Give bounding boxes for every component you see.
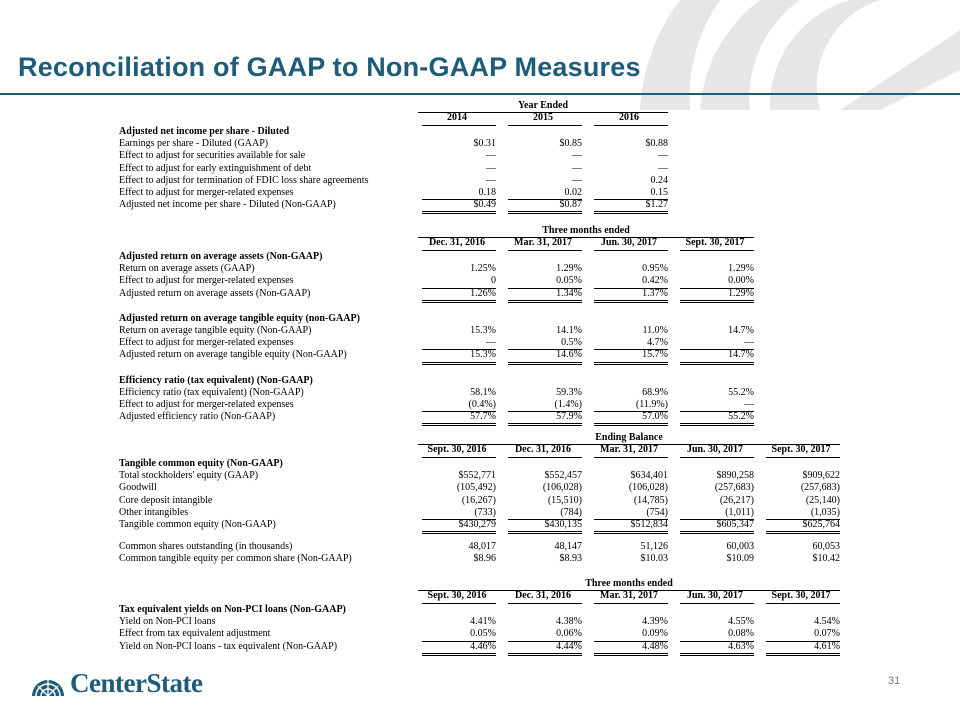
row-value: 4.44% bbox=[556, 640, 582, 652]
row-value: 60,003 bbox=[726, 541, 754, 553]
row-label: Effect to adjust for early extinguishment of debt bbox=[119, 162, 312, 174]
row-label: Adjusted efficiency ratio (Non-GAAP) bbox=[119, 411, 276, 423]
row-value: 4.41% bbox=[470, 616, 496, 628]
row-label: Effect to adjust for merger-related expenses bbox=[119, 187, 294, 198]
row-value: (754) bbox=[646, 506, 668, 518]
row-value: — bbox=[486, 162, 496, 174]
row-value: — bbox=[572, 150, 582, 162]
page-title: Reconciliation of GAAP to Non-GAAP Measures bbox=[18, 52, 641, 82]
row-value: 0.24 bbox=[650, 174, 668, 186]
row-value: 4.48% bbox=[642, 640, 668, 652]
row-label: Yield on Non-PCI loans bbox=[119, 616, 216, 628]
row-value: 0.09% bbox=[642, 628, 668, 640]
row-label: Common tangible equity per common share (Non-GAAP) bbox=[119, 553, 352, 565]
column-header: Mar. 31, 2017 bbox=[600, 444, 658, 455]
total-double-underline bbox=[508, 300, 582, 303]
group-header: Year Ended bbox=[517, 100, 569, 111]
column-header-underline bbox=[766, 603, 840, 604]
column-header: Sept. 30, 2016 bbox=[427, 590, 487, 601]
column-header: Mar. 31, 2017 bbox=[600, 590, 658, 601]
row-label: Effect to adjust for merger-related expenses bbox=[119, 275, 294, 287]
total-double-underline bbox=[766, 531, 840, 534]
row-value: — bbox=[744, 399, 754, 410]
column-header-underline bbox=[594, 250, 668, 251]
row-label: Return on average assets (GAAP) bbox=[119, 263, 255, 275]
column-header: Mar. 31, 2017 bbox=[514, 237, 572, 248]
row-value: 4.7% bbox=[647, 337, 668, 349]
row-value: 4.38% bbox=[556, 616, 582, 628]
column-header: Dec. 31, 2016 bbox=[428, 237, 486, 248]
row-value: 15.7% bbox=[642, 349, 668, 361]
row-value: 1.37% bbox=[642, 287, 668, 299]
row-value: (784) bbox=[560, 506, 582, 518]
row-value: 51,126 bbox=[640, 541, 668, 553]
row-value: 0.02 bbox=[564, 187, 582, 198]
row-value: 4.63% bbox=[728, 640, 754, 652]
row-value: $890,258 bbox=[716, 470, 754, 482]
row-value: (15,510) bbox=[547, 494, 582, 506]
column-header: Sept. 30, 2017 bbox=[771, 444, 831, 455]
row-value: 0.00% bbox=[728, 275, 754, 287]
column-header-underline bbox=[422, 457, 496, 458]
row-label: Tangible common equity (Non-GAAP) bbox=[119, 519, 276, 530]
row-value: 0.18 bbox=[478, 187, 496, 198]
total-double-underline bbox=[422, 362, 496, 365]
row-value: $430,279 bbox=[458, 519, 496, 530]
row-value: (26,217) bbox=[719, 494, 754, 506]
section-heading: Tangible common equity (Non-GAAP) bbox=[119, 458, 283, 469]
row-value: (0.4%) bbox=[468, 399, 496, 410]
row-label: Core deposit intangible bbox=[119, 494, 213, 506]
row-label: Effect to adjust for securities available for sale bbox=[119, 150, 306, 162]
row-value: 14.1% bbox=[556, 325, 582, 336]
section-heading: Adjusted return on average assets (Non-GAAP) bbox=[119, 251, 323, 262]
row-label: Adjusted return on average assets (Non-GAAP) bbox=[119, 287, 311, 299]
total-double-underline bbox=[508, 362, 582, 365]
row-value: $605,347 bbox=[716, 519, 754, 530]
row-value: 0.42% bbox=[642, 275, 668, 287]
row-value: $909,622 bbox=[802, 470, 840, 482]
row-value: 14.7% bbox=[728, 325, 754, 336]
row-value: 0.05% bbox=[470, 628, 496, 640]
row-value: 48,017 bbox=[468, 541, 496, 553]
row-value: 1.25% bbox=[470, 263, 496, 275]
row-value: 55.2% bbox=[728, 411, 754, 423]
column-header-underline bbox=[508, 603, 582, 604]
row-value: 0.08% bbox=[728, 628, 754, 640]
row-value: (257,683) bbox=[714, 482, 754, 494]
row-value: 14.6% bbox=[556, 349, 582, 361]
row-value: — bbox=[486, 150, 496, 162]
total-double-underline bbox=[766, 653, 840, 656]
total-double-underline bbox=[594, 531, 668, 534]
row-value: $10.42 bbox=[812, 553, 840, 565]
total-double-underline bbox=[680, 362, 754, 365]
row-value: $552,771 bbox=[458, 470, 496, 482]
row-label: Adjusted net income per share - Diluted (Non-GAAP) bbox=[119, 199, 336, 211]
row-value: 4.54% bbox=[814, 616, 840, 628]
row-label: Return on average tangible equity (Non-GAAP) bbox=[119, 325, 312, 336]
total-double-underline bbox=[422, 423, 496, 426]
row-value: $10.03 bbox=[640, 553, 668, 565]
row-value: (14,785) bbox=[633, 494, 668, 506]
row-value: 0.95% bbox=[642, 263, 668, 275]
row-label: Effect from tax equivalent adjustment bbox=[119, 628, 271, 640]
row-label: Goodwill bbox=[119, 482, 157, 494]
row-label: Effect to adjust for merger-related expenses bbox=[119, 399, 294, 410]
row-value: — bbox=[658, 162, 668, 174]
row-value: 11.0% bbox=[642, 325, 668, 336]
row-value: 14.7% bbox=[728, 349, 754, 361]
column-header: Jun. 30, 2017 bbox=[686, 444, 744, 455]
column-header-underline bbox=[508, 457, 582, 458]
column-header: 2014 bbox=[447, 112, 467, 123]
row-value: 0 bbox=[491, 275, 496, 287]
total-double-underline bbox=[680, 423, 754, 426]
column-header: Sept. 30, 2016 bbox=[427, 444, 487, 455]
row-value: — bbox=[744, 337, 754, 349]
column-header-underline bbox=[422, 250, 496, 251]
row-value: 1.26% bbox=[470, 287, 496, 299]
row-value: 55.2% bbox=[728, 386, 754, 398]
column-header-underline bbox=[680, 603, 754, 604]
row-value: 48,147 bbox=[554, 541, 582, 553]
total-double-underline bbox=[422, 653, 496, 656]
row-value: 68.9% bbox=[642, 386, 668, 398]
column-header-underline bbox=[422, 125, 496, 126]
row-value: $625,764 bbox=[802, 519, 840, 530]
row-value: $10.09 bbox=[726, 553, 754, 565]
row-value: $634,401 bbox=[630, 470, 668, 482]
row-value: $0.88 bbox=[645, 138, 668, 150]
column-header: Dec. 31, 2016 bbox=[514, 590, 572, 601]
row-value: 1.29% bbox=[728, 263, 754, 275]
group-header: Three months ended bbox=[585, 578, 673, 589]
row-label: Total stockholders' equity (GAAP) bbox=[119, 470, 259, 482]
section-heading: Adjusted return on average tangible equity (non-GAAP) bbox=[119, 312, 360, 324]
column-header-underline bbox=[766, 457, 840, 458]
company-logo-text: CenterState bbox=[70, 668, 203, 698]
row-value: — bbox=[486, 337, 496, 349]
row-value: 0.05% bbox=[556, 275, 582, 287]
row-value: 58.1% bbox=[470, 386, 496, 398]
row-value: 1.29% bbox=[556, 263, 582, 275]
section-heading: Tax equivalent yields on Non-PCI loans (Non-GAAP) bbox=[119, 604, 346, 615]
column-header: Jun. 30, 2017 bbox=[600, 237, 658, 248]
row-value: 0.06% bbox=[556, 628, 582, 640]
row-value: 0.5% bbox=[561, 337, 582, 349]
total-double-underline bbox=[594, 362, 668, 365]
row-value: (25,140) bbox=[805, 494, 840, 506]
row-value: (106,028) bbox=[542, 482, 582, 494]
column-header: Sept. 30, 2017 bbox=[771, 590, 831, 601]
total-double-underline bbox=[680, 653, 754, 656]
row-value: $8.93 bbox=[559, 553, 582, 565]
row-value: 0.15 bbox=[650, 187, 668, 198]
total-double-underline bbox=[594, 211, 668, 214]
column-header: Sept. 30, 2017 bbox=[685, 237, 745, 248]
column-header-underline bbox=[422, 603, 496, 604]
column-header-underline bbox=[680, 457, 754, 458]
total-double-underline bbox=[594, 653, 668, 656]
row-value: 59.3% bbox=[556, 386, 582, 398]
row-value: $0.87 bbox=[559, 199, 582, 211]
row-value: $8.96 bbox=[473, 553, 496, 565]
total-double-underline bbox=[508, 211, 582, 214]
row-label: Efficiency ratio (tax equivalent) (Non-GAAP) bbox=[119, 386, 304, 398]
total-double-underline bbox=[508, 531, 582, 534]
row-value: $512,834 bbox=[630, 519, 668, 530]
column-header-underline bbox=[680, 250, 754, 251]
row-value: $0.49 bbox=[473, 199, 496, 211]
row-value: 1.29% bbox=[728, 287, 754, 299]
row-value: 1.34% bbox=[556, 287, 582, 299]
row-value: (1,011) bbox=[725, 506, 754, 518]
row-label: Adjusted return on average tangible equity (Non-GAAP) bbox=[119, 349, 347, 361]
row-value: — bbox=[486, 174, 496, 186]
total-double-underline bbox=[594, 423, 668, 426]
total-double-underline bbox=[422, 300, 496, 303]
row-value: 57.0% bbox=[642, 411, 668, 423]
row-value: (1,035) bbox=[810, 506, 840, 518]
row-value: (11.9%) bbox=[635, 399, 668, 410]
column-header: 2016 bbox=[619, 112, 639, 123]
row-value: — bbox=[572, 162, 582, 174]
total-double-underline bbox=[508, 653, 582, 656]
column-header-underline bbox=[594, 603, 668, 604]
row-value: (16,267) bbox=[461, 494, 496, 506]
row-label: Effect to adjust for merger-related expenses bbox=[119, 337, 294, 349]
total-double-underline bbox=[594, 300, 668, 303]
row-value: (257,683) bbox=[800, 482, 840, 494]
column-header-underline bbox=[508, 125, 582, 126]
total-double-underline bbox=[508, 423, 582, 426]
total-double-underline bbox=[422, 531, 496, 534]
section-heading: Efficiency ratio (tax equivalent) (Non-GAAP) bbox=[119, 374, 313, 386]
row-value: (733) bbox=[474, 506, 496, 518]
row-value: 4.55% bbox=[728, 616, 754, 628]
row-value: 0.07% bbox=[814, 628, 840, 640]
column-header-underline bbox=[508, 250, 582, 251]
column-header: Dec. 31, 2016 bbox=[514, 444, 572, 455]
centerstate-logo-icon bbox=[30, 662, 66, 698]
row-value: (106,028) bbox=[628, 482, 668, 494]
row-value: 60,053 bbox=[812, 541, 840, 553]
row-label: Earnings per share - Diluted (GAAP) bbox=[119, 138, 269, 150]
row-value: 15.3% bbox=[470, 349, 496, 361]
row-label: Yield on Non-PCI loans - tax equivalent (Non-GAAP) bbox=[119, 640, 338, 652]
row-value: 4.39% bbox=[642, 616, 668, 628]
column-header: 2015 bbox=[533, 112, 553, 123]
row-value: $1.27 bbox=[645, 199, 668, 211]
row-value: 4.46% bbox=[470, 640, 496, 652]
total-double-underline bbox=[680, 300, 754, 303]
page-number: 31 bbox=[888, 675, 901, 687]
column-header: Jun. 30, 2017 bbox=[686, 590, 744, 601]
group-header: Ending Balance bbox=[595, 432, 663, 443]
total-double-underline bbox=[680, 531, 754, 534]
row-value: $0.85 bbox=[559, 138, 582, 150]
row-value: — bbox=[658, 150, 668, 162]
row-value: $430,135 bbox=[544, 519, 582, 530]
row-label: Common shares outstanding (in thousands) bbox=[119, 541, 293, 553]
row-value: $552,457 bbox=[544, 470, 582, 482]
group-header: Three months ended bbox=[542, 225, 630, 236]
column-header-underline bbox=[594, 125, 668, 126]
section-heading: Adjusted net income per share - Diluted bbox=[119, 126, 290, 137]
row-value: — bbox=[572, 174, 582, 186]
row-value: (105,492) bbox=[456, 482, 496, 494]
row-value: 57.9% bbox=[556, 411, 582, 423]
row-label: Effect to adjust for termination of FDIC loss share agreements bbox=[119, 174, 369, 186]
row-value: 4.61% bbox=[814, 640, 840, 652]
column-header-underline bbox=[594, 457, 668, 458]
row-value: $0.31 bbox=[473, 138, 496, 150]
row-value: 57.7% bbox=[470, 411, 496, 423]
total-double-underline bbox=[422, 211, 496, 214]
row-value: (1.4%) bbox=[554, 399, 582, 410]
row-label: Other intangibles bbox=[119, 506, 189, 518]
row-value: 15.3% bbox=[470, 325, 496, 336]
